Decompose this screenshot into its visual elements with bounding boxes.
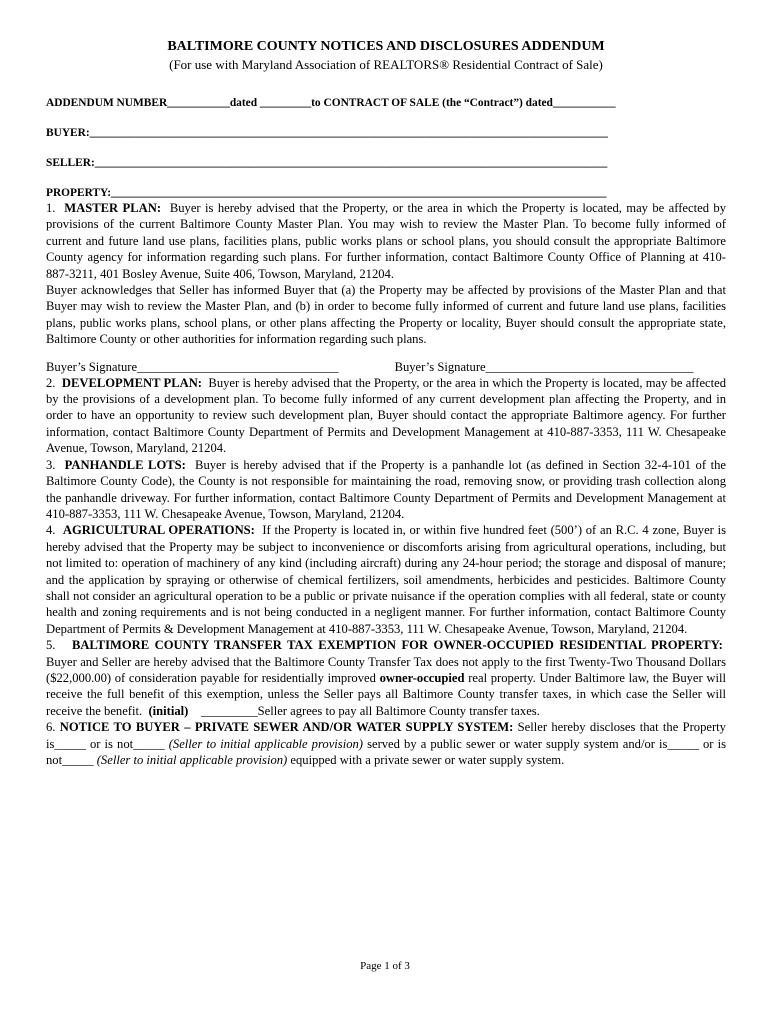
section-heading: DEVELOPMENT PLAN: [61,375,202,390]
section-text: If the Property is located in, or within five hundred feet (500’) of an R.C. 4 zone, Buyer is hereby advised that the Property may be subject to inconvenience or discomforts arising from agricultural operations, including, but not limited to: operation of machinery of any kind (including aircraft) during any 24-hour period; the storage and disposal of manure; and the application by spraying or otherwise of chemical fertilizers, soil amendments, herbicides and pesticides. Baltimore County shall not consider an agricultural operation to be a public or private nuisance if the operation complies with all federal, state or county health and zoning requirements and is not being conducted in a negligent manner. For further information, contact Baltimore County Department of Permits & Development Management at 410-887-3353, 111 W. Chesapeake Avenue, Towson, Maryland, 21204. [46,523,726,636]
buyer-signature-field-1[interactable]: Buyer’s Signature________________________________ [46,359,339,374]
section-number: 6. [46,720,56,735]
owner-occupied-term: owner-occupied [379,670,465,685]
section-heading: MASTER PLAN: [64,201,162,215]
section-heading: AGRICULTURAL OPERATIONS: [62,523,255,538]
section-private-sewer-water [46,719,726,768]
buyer-field[interactable]: BUYER:___________________________________________________________________________________________ [46,127,608,139]
section-transfer-tax-exemption [46,637,726,719]
initial-label: (initial) [148,703,189,718]
section-italic-note: (Seller to initial applicable provision) [168,736,363,751]
seller-field[interactable]: SELLER:__________________________________________________________________________________________ [46,157,608,169]
section-heading: NOTICE TO BUYER – PRIVATE SEWER AND/OR WATER SUPPLY SYSTEM: [59,720,514,735]
document-subtitle: (For use with Maryland Association of REALTORS® Residential Contract of Sale) [169,57,603,72]
section-text: Buyer is hereby advised that the Property, or the area in which the Property is located, may be affected by provisions of the current Baltimore County Master Plan. You may wish to review the Master Plan. To become fully informed of current and future land use plans, facilities plans, public works plans or school plans, you should consult the appropriate Baltimore County agency for information regarding such plans. For further information, contact Baltimore County Office of Planning at 410-887-3211, 401 Bosley Avenue, Suite 406, Towson, Maryland, 21204. [46,201,726,281]
section-number: 1. [46,201,56,215]
water-initial-fields[interactable]: served by a public sewer or water supply system and/or is_____ or is not_____ [46,736,726,767]
section-agricultural-operations [46,522,726,637]
sewer-initial-fields[interactable]: Seller hereby discloses that the Property is_____ or is not_____ [46,720,726,751]
section-text: Buyer and Seller are hereby advised that the Baltimore County Transfer Tax does not apply to the first Twenty-Two Thousand Dollars ($22,000.00) of consideration payable for residentially improved [46,654,726,685]
section-text: equipped with a private sewer or water supply system. [290,753,565,767]
section-number: 4. [46,523,56,538]
signature-row [46,359,726,375]
section-heading: PANHANDLE LOTS: [64,457,186,472]
section-number: 5. [46,638,56,653]
section-text: Buyer is hereby advised that the Property, or the area in which the Property is located, may be affected by the provisions of a development plan. To become fully informed of any current development plan affecting the Property, and in order to have an opportunity to review such development plan, Buyer should contact the appropriate Baltimore agency. For further information, contact Baltimore County Department of Permits and Development Management at 410-887-3353, 111 W. Chesapeake Avenue, Towson, Maryland, 21204. [46,375,727,456]
section-development-plan [46,375,726,457]
addendum-number-line[interactable]: ADDENDUM NUMBER___________dated _________to CONTRACT OF SALE (the “Contract”) dated___________ [46,97,616,109]
property-field[interactable]: PROPERTY:_______________________________________________________________________________________ [46,187,607,199]
page-number: Page 1 of 3 [360,960,410,972]
section-italic-note: (Seller to initial applicable provision) [96,753,288,767]
section-master-plan [46,200,726,282]
section-panhandle-lots [46,457,726,523]
section-number: 3. [46,457,56,472]
buyer-signature-field-2[interactable]: Buyer’s Signature_________________________________ [394,359,694,374]
seller-initial-field[interactable]: _________Seller agrees to pay all Baltimore County transfer taxes. [200,703,540,718]
section-number: 2. [46,375,56,390]
section-text: real property. Under Baltimore law, the Buyer will receive the full benefit of this exemption, unless the Seller pays all Baltimore County transfer taxes, in which case the Seller will receive the benefit. [46,670,727,718]
section-heading: BALTIMORE COUNTY TRANSFER TAX EXEMPTION FOR OWNER-OCCUPIED RESIDENTIAL PROPERTY: [71,638,723,653]
master-plan-acknowledgment: Buyer acknowledges that Seller has informed Buyer that (a) the Property may be affected by provisions of the Master Plan and that Buyer may wish to review the Master Plan, and (b) in order to become fully informed of current and future land use plans, facilities plans, public works plans, school plans, or other plans affecting the Property or locality, Buyer should consult the appropriate state, Baltimore County or other authorities for information regarding such plans. [46,283,726,347]
section-text: Buyer is hereby advised that if the Property is a panhandle lot (as defined in Section 32-4-101 of the Baltimore County Code), the County is not responsible for maintaining the road, removing snow, or providing trash collection along the panhandle driveway. For further information, contact Baltimore County Department of Permits and Development Management at 410-887-3353, 111 W. Chesapeake Avenue, Towson, Maryland, 21204. [46,457,726,521]
document-title: BALTIMORE COUNTY NOTICES AND DISCLOSURES ADDENDUM [167,39,605,54]
